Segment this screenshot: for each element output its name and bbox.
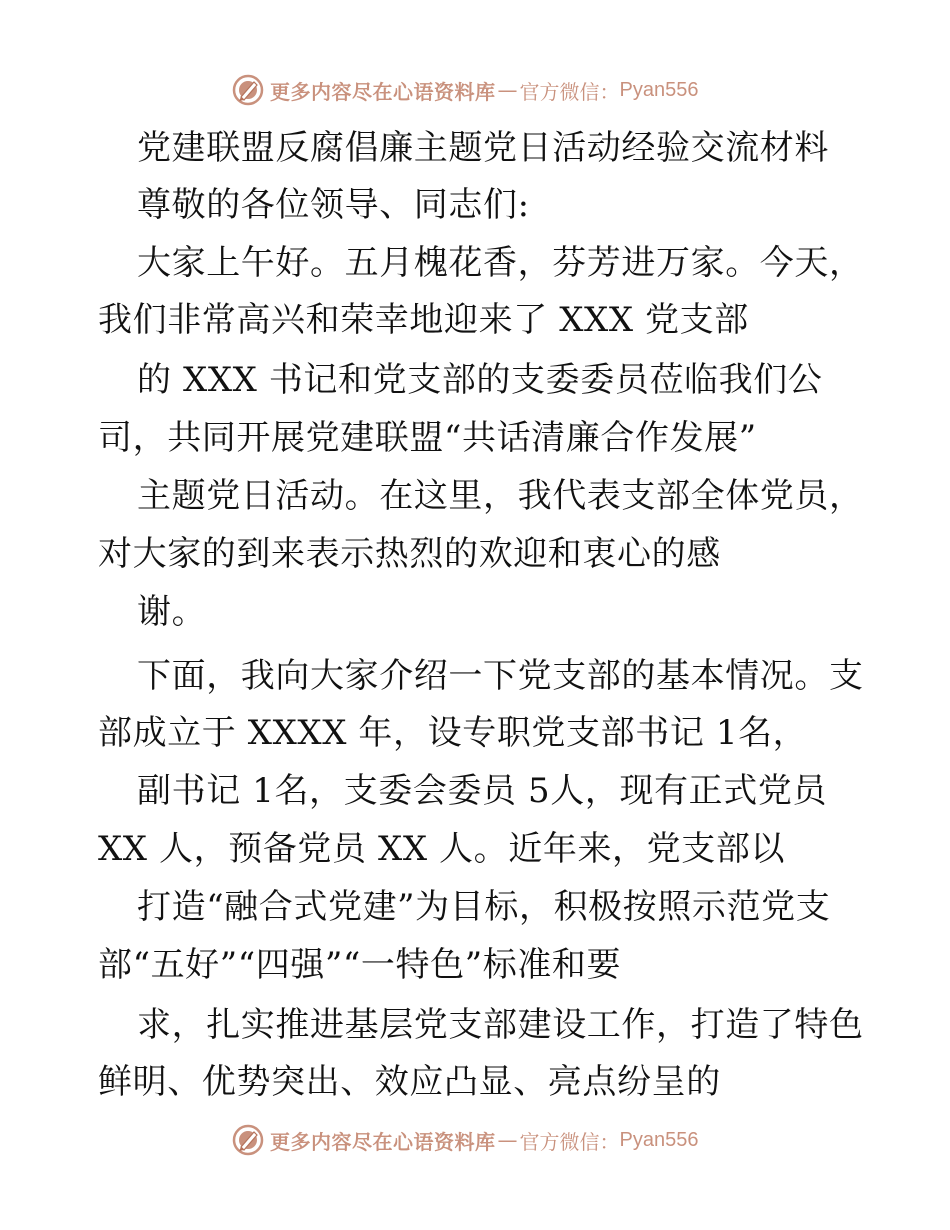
body-line: 主题党日活动。在这里，我代表支部全体党员， xyxy=(137,476,864,516)
body-line: 的 XXX 书记和党支部的支委委员莅临我们公 xyxy=(137,360,823,400)
body-line: XX 人，预备党员 XX 人。近年来，党支部以 xyxy=(98,829,786,869)
banner-slogan: 更多内容尽在心语资料库 xyxy=(270,1129,496,1154)
body-line: 大家上午好。五月槐花香，芬芳进万家。今天， xyxy=(137,243,864,283)
body-line: 部“五好”“四强”“一特色”标准和要 xyxy=(98,945,622,985)
body-line: 部成立于 XXXX 年，设专职党支部书记 1名， xyxy=(98,713,808,753)
body-line: 下面，我向大家介绍一下党支部的基本情况。支 xyxy=(137,656,864,696)
footer-banner xyxy=(0,1120,950,1160)
banner-official-label: 官方微信： xyxy=(519,1129,620,1154)
body-line: 谢。 xyxy=(137,592,207,632)
body-line: 鲜明、优势突出、效应凸显、亮点纷呈的 xyxy=(98,1062,721,1102)
body-line: 副书记 1名，支委会委员 5人，现有正式党员 xyxy=(137,771,828,811)
body-line: 我们非常高兴和荣幸地迎来了 XXX 党支部 xyxy=(98,300,749,340)
banner-wechat-id: Pyan556 xyxy=(619,78,699,101)
banner-slogan: 更多内容尽在心语资料库 xyxy=(270,79,496,104)
body-line: 司，共同开展党建联盟“共话清廉合作发展” xyxy=(98,418,757,458)
document-title: 党建联盟反腐倡廉主题党日活动经验交流材料 xyxy=(137,128,829,168)
body-line: 对大家的到来表示热烈的欢迎和衷心的感 xyxy=(98,534,721,574)
banner-official-label: 官方微信： xyxy=(519,79,620,104)
body-line: 打造“融合式党建”为目标，积极按照示范党支 xyxy=(137,887,831,927)
salutation: 尊敬的各位领导、同志们: xyxy=(137,185,530,225)
pen-logo-icon xyxy=(232,74,264,106)
banner-wechat-id: Pyan556 xyxy=(619,1128,699,1151)
header-banner xyxy=(0,70,950,110)
banner-dash: — xyxy=(497,78,518,102)
banner-dash: — xyxy=(497,1128,518,1152)
pen-logo-icon xyxy=(232,1124,264,1156)
body-line: 求，扎实推进基层党支部建设工作，打造了特色 xyxy=(137,1005,864,1045)
